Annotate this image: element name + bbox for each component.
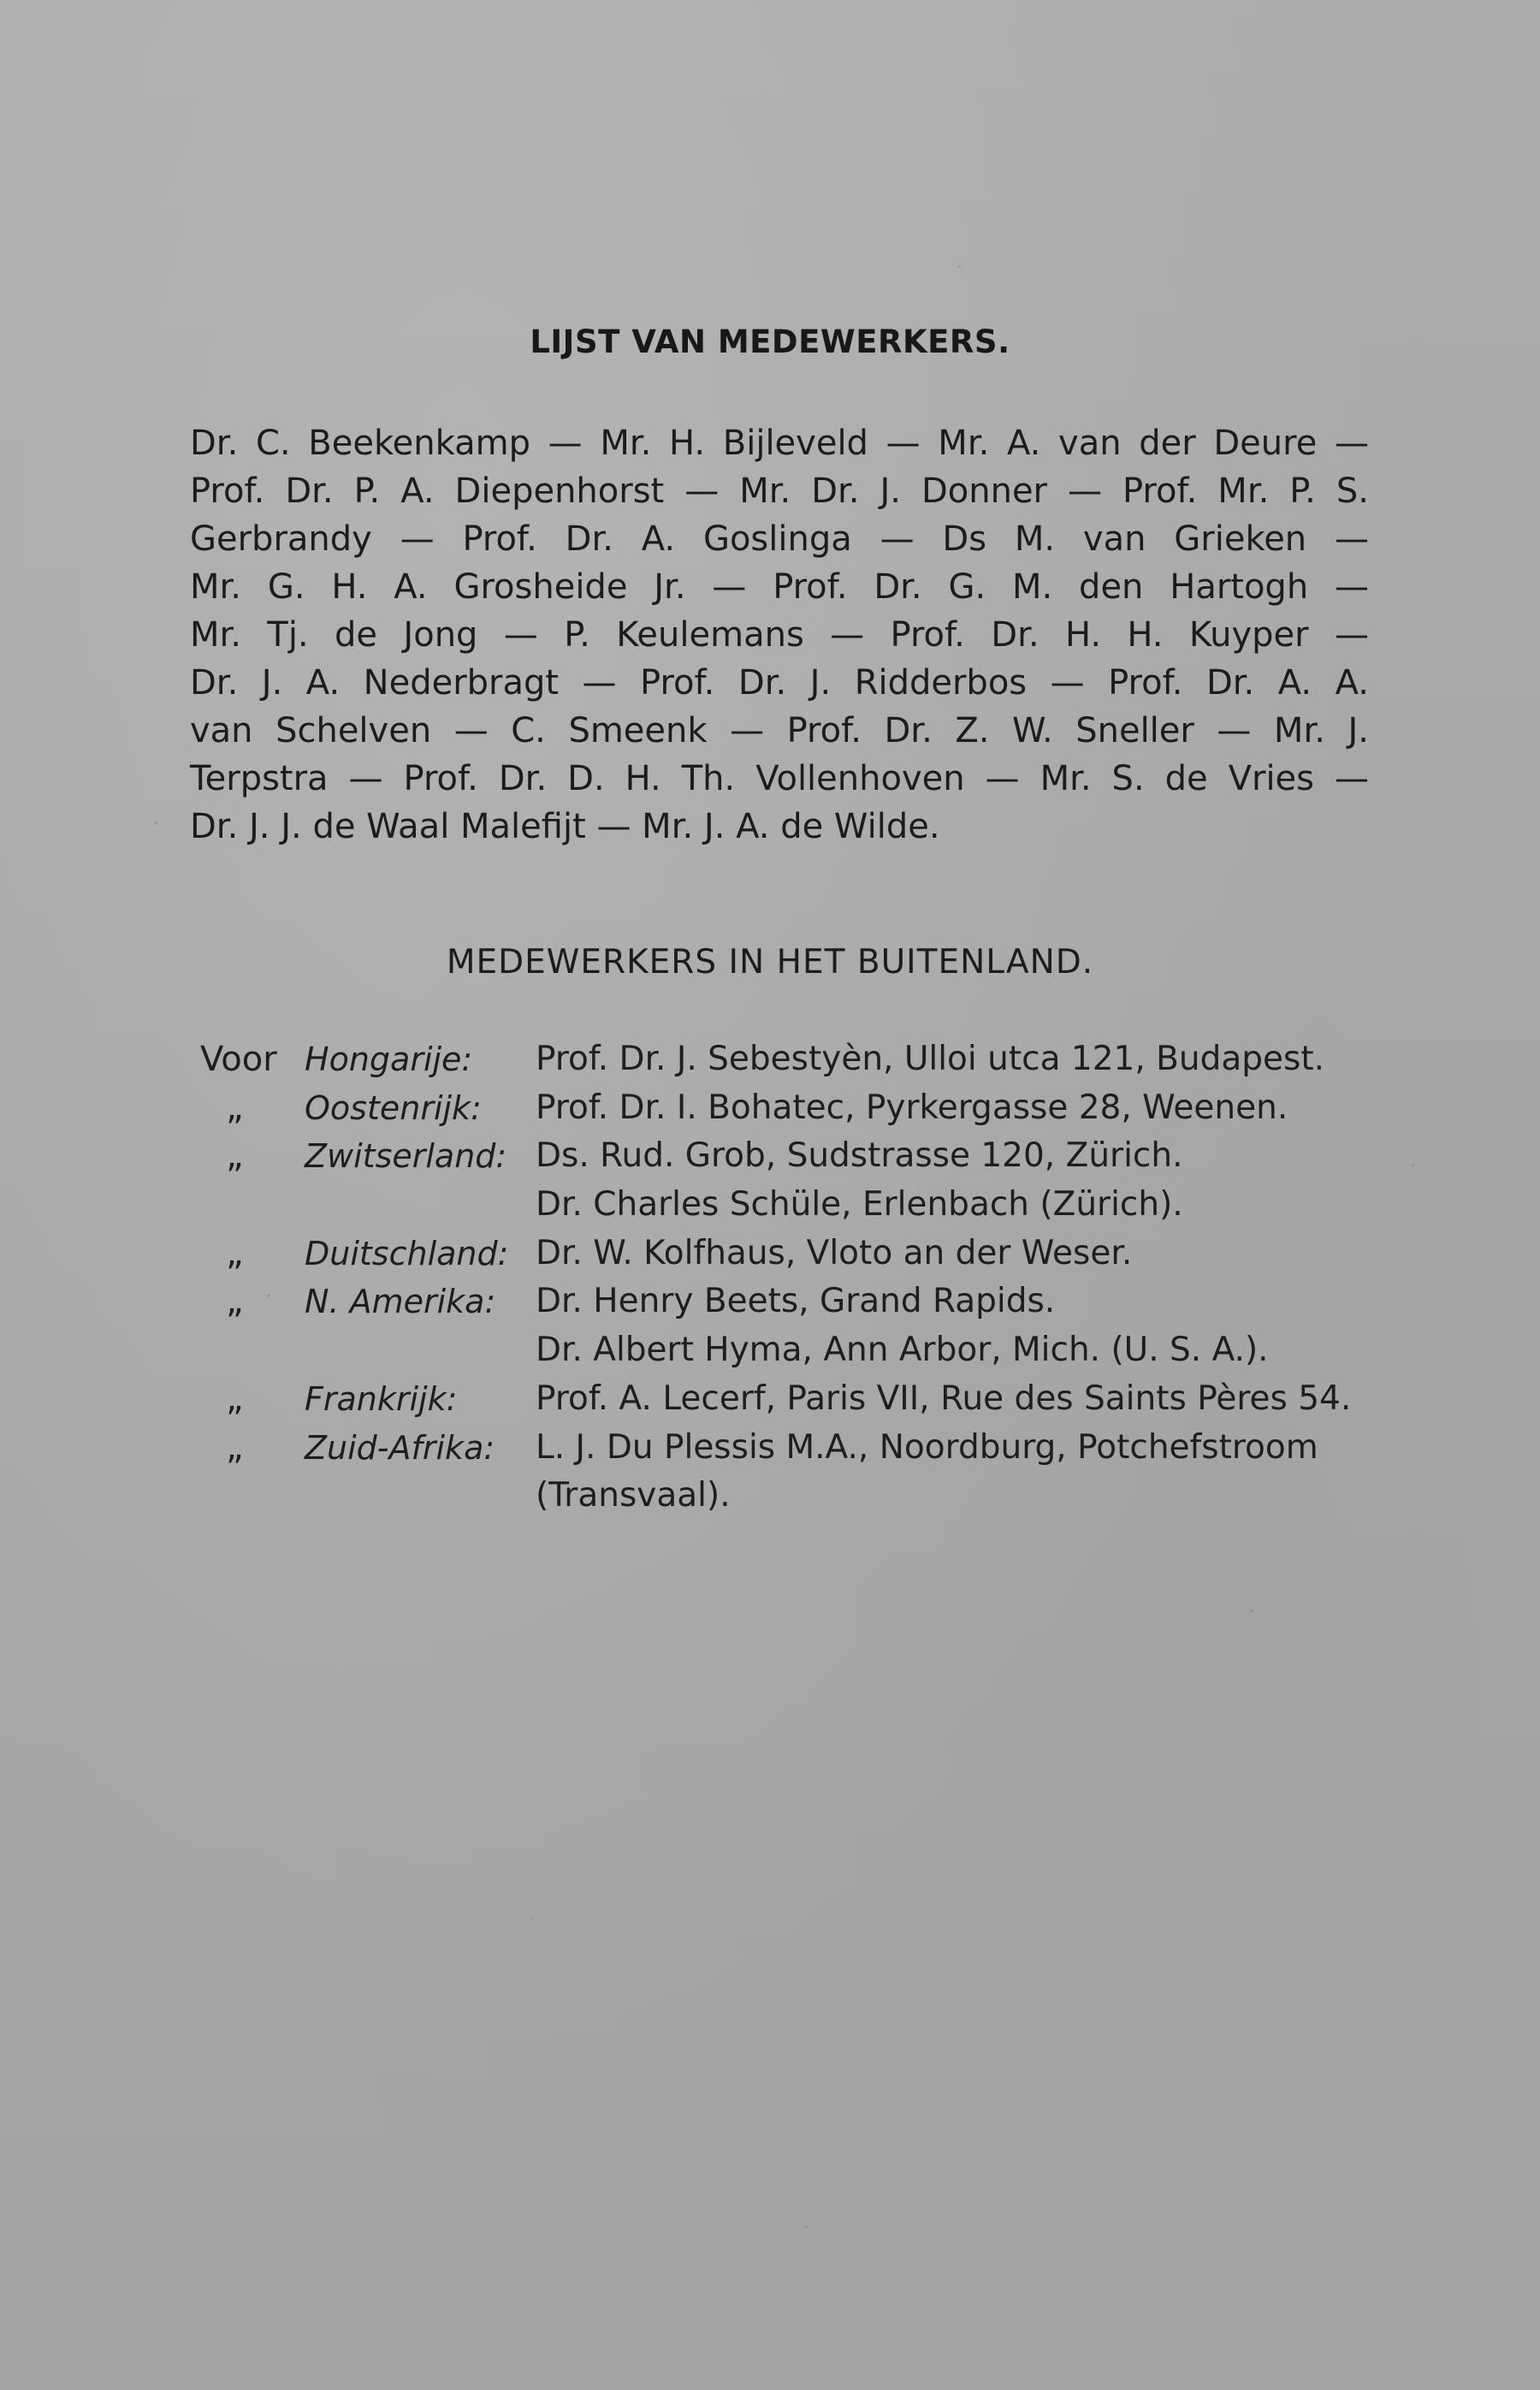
paper-speck — [267, 1294, 270, 1297]
paper-speck — [1412, 1164, 1414, 1166]
ditto-mark: „ — [226, 1136, 244, 1177]
contributor-entry: Dr. W. Kolfhaus, Vloto an der Weser. — [536, 1233, 1133, 1272]
abroad-row — [200, 1132, 1398, 1181]
contributor-entry: Dr. Charles Schüle, Erlenbach (Zürich). — [536, 1185, 1183, 1225]
paper-speck — [154, 821, 157, 825]
section-heading-abroad: MEDEWERKERS IN HET BUITENLAND. — [446, 943, 1094, 982]
contributor-entry: Prof. Dr. J. Sebestyèn, Ulloi utca 121, Budapest. — [536, 1040, 1325, 1078]
ditto-mark: „ — [226, 1282, 244, 1322]
contributor-entry: Ds. Rud. Grob, Sudstrasse 120, Zürich. — [536, 1136, 1183, 1176]
contributor-line: Dr. C. Beekenkamp — Mr. H. Bijleveld — Mr. A. van der Deure — — [190, 424, 1369, 463]
country-label: Zuid-Afrika: — [305, 1428, 495, 1467]
abroad-row — [200, 1035, 1398, 1084]
contributor-line: Mr. G. H. A. Grosheide Jr. — Prof. Dr. G. M. den Hartogh — — [190, 567, 1369, 607]
country-label: N. Amerika: — [305, 1283, 496, 1321]
ditto-mark: „ — [226, 1233, 244, 1273]
country-label: Oostenrijk: — [305, 1088, 482, 1127]
country-label: Hongarije: — [305, 1041, 473, 1078]
country-label: Zwitserland: — [305, 1137, 507, 1176]
contributor-line: Dr. J. J. de Waal Malefijt — Mr. J. A. de Wilde. — [190, 807, 940, 846]
abroad-row — [200, 1326, 1398, 1375]
abroad-row — [200, 1472, 1398, 1521]
paper-speck — [530, 1917, 533, 1919]
ditto-mark: „ — [226, 1088, 244, 1128]
abroad-row — [200, 1181, 1398, 1230]
contributor-line: Dr. J. A. Nederbragt — Prof. Dr. J. Ridderbos — Prof. Dr. A. A. — [190, 663, 1369, 703]
abroad-row — [200, 1424, 1398, 1473]
paper-speck — [958, 265, 961, 268]
row-prefix: Voor — [200, 1040, 277, 1079]
contributor-line: Prof. Dr. P. A. Diepenhorst — Mr. Dr. J. Donner — Prof. Mr. P. S. — [190, 471, 1369, 511]
paper-speck — [1249, 1609, 1253, 1613]
abroad-row — [200, 1278, 1398, 1326]
contributor-entry: L. J. Du Plessis M.A., Noordburg, Potchefstroom — [536, 1427, 1318, 1467]
ditto-mark: „ — [226, 1427, 244, 1468]
abroad-row — [200, 1375, 1398, 1424]
contributor-entry: Dr. Henry Beets, Grand Rapids. — [536, 1282, 1056, 1321]
ditto-mark: „ — [226, 1379, 244, 1419]
contributor-list — [190, 419, 1369, 851]
abroad-row — [200, 1230, 1398, 1278]
contributor-entry: Dr. Albert Hyma, Ann Arbor, Mich. (U. S. A.). — [536, 1331, 1269, 1370]
abroad-row — [200, 1084, 1398, 1133]
contributor-entry: Prof. A. Lecerf, Paris VII, Rue des Saints Pères 54. — [536, 1379, 1352, 1418]
contributor-line: van Schelven — C. Smeenk — Prof. Dr. Z. W. Sneller — Mr. J. — [190, 711, 1369, 750]
contributor-entry: (Transvaal). — [536, 1476, 731, 1515]
country-label: Duitschland: — [305, 1234, 509, 1272]
contributor-line: Mr. Tj. de Jong — P. Keulemans — Prof. Dr. H. H. Kuyper — — [190, 615, 1369, 655]
contributor-line: Terpstra — Prof. Dr. D. H. Th. Vollenhoven — Mr. S. de Vries — — [190, 759, 1369, 798]
country-label: Frankrijk: — [305, 1379, 458, 1418]
paper-speck — [804, 2225, 808, 2228]
abroad-contributor-list — [200, 1035, 1398, 1521]
page-title: LIJST VAN MEDEWERKERS. — [530, 323, 1010, 360]
contributor-entry: Prof. Dr. I. Bohatec, Pyrkergasse 28, Weenen. — [536, 1088, 1288, 1127]
contributor-line: Gerbrandy — Prof. Dr. A. Goslinga — Ds M. van Grieken — — [190, 519, 1369, 559]
